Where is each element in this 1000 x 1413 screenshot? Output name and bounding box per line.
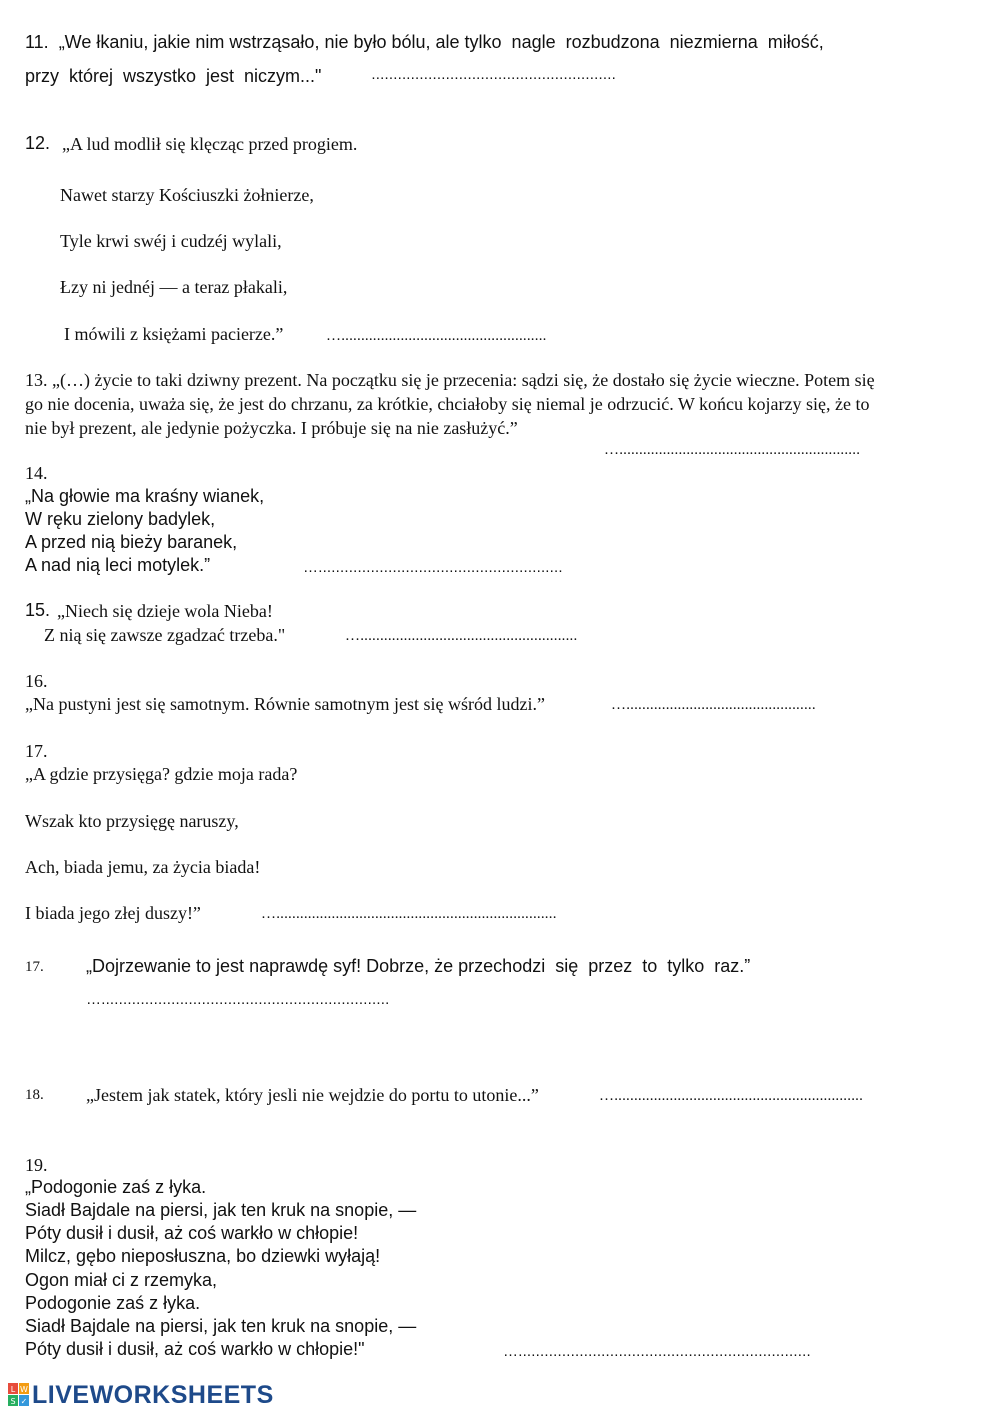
q19-line1: „Podogonie zaś z łyka. <box>25 1177 207 1197</box>
q17a-number: 17. <box>25 741 48 761</box>
q13-line3: nie był prezent, ale jedynie pożyczka. I próbuje się na nie zasłużyć.” <box>25 418 518 438</box>
q15-line1: „Niech się dzieje wola Nieba! <box>57 601 273 621</box>
svg-text:W: W <box>20 1385 28 1394</box>
q13-answer-blank[interactable]: …............................................................. <box>604 442 861 458</box>
q17a-answer-blank[interactable]: …....................................................................... <box>261 906 557 922</box>
q16-answer-blank[interactable]: …................................................ <box>611 697 816 713</box>
q19-number: 19. <box>25 1155 48 1175</box>
q19-answer-blank[interactable]: …................................................................... <box>503 1343 811 1360</box>
q11-line2: przy której wszystko jest niczym..." <box>25 66 322 86</box>
liveworksheets-logo <box>8 1382 274 1408</box>
q14-answer-blank[interactable]: …........................................................ <box>303 559 563 576</box>
q17b-answer-blank[interactable]: ….................................................................. <box>86 991 390 1008</box>
svg-text:✓: ✓ <box>20 1397 28 1406</box>
liveworksheets-blocks-icon <box>8 1383 30 1407</box>
q17a-line1: „A gdzie przysięga? gdzie moja rada? <box>25 764 298 784</box>
q11-line1: 11. „We łkaniu, jakie nim wstrząsało, nie było bólu, ale tylko nagle rozbudzona niezmierna miłość, <box>25 32 824 52</box>
q14-line4: A nad nią leci motylek.” <box>25 555 211 575</box>
q19-line5: Ogon miał ci z rzemyka, <box>25 1270 218 1290</box>
q15-line2: Z nią się zawsze zgadzać trzeba." <box>44 625 286 645</box>
svg-text:L: L <box>10 1385 16 1394</box>
q12-number: 12. <box>25 133 51 153</box>
q12-line1: „A lud modlił się klęcząc przed progiem. <box>62 134 358 154</box>
q19-line6: Podogonie zaś z łyka. <box>25 1293 201 1313</box>
q19-line4: Milcz, gębo nieposłuszna, bo dziewki wyłają! <box>25 1246 381 1266</box>
q19-line7: Siadł Bajdale na piersi, jak ten kruk na snopie, — <box>25 1316 417 1336</box>
q12-line5: I mówili z księżami pacierze.” <box>64 324 284 344</box>
q17b-number: 17. <box>25 959 44 975</box>
q13-line1: 13. „(…) życie to taki dziwny prezent. Na początku się je przecenia: sądzi się, że dostało się życie wieczne. Potem się <box>25 370 875 390</box>
q18-line1: „Jestem jak statek, który jesli nie wejdzie do portu to utonie...” <box>86 1085 539 1105</box>
q17a-line3: Ach, biada jemu, za życia biada! <box>25 857 261 877</box>
q12-line4: Łzy ni jednéj — a teraz płakali, <box>60 277 288 297</box>
q11-answer-blank[interactable]: ........................................................ <box>367 66 616 83</box>
q17a-line4: I biada jego złej duszy!” <box>25 903 201 923</box>
q13-line2: go nie docenia, uważa się, że jest do chrzanu, za krótkie, chciałoby się niemal je odrzucić. W końcu kojarzy się, że to <box>25 394 870 414</box>
q16-line1: „Na pustyni jest się samotnym. Równie samotnym jest się wśród ludzi.” <box>25 694 545 714</box>
svg-text:S: S <box>10 1397 16 1406</box>
q12-line3: Tyle krwi swéj i cudzéj wylali, <box>60 231 282 251</box>
q12-answer-blank[interactable]: ….................................................... <box>326 328 547 344</box>
q17b-line1: „Dojrzewanie to jest naprawdę syf! Dobrze, że przechodzi się przez to tylko raz.” <box>86 956 751 976</box>
q19-line3: Póty dusił i dusił, aż coś warkło w chłopie! <box>25 1223 359 1243</box>
q12-line2: Nawet starzy Kościuszki żołnierze, <box>60 185 314 205</box>
q19-line8: Póty dusił i dusił, aż coś warkło w chłopie!" <box>25 1339 365 1359</box>
q16-number: 16. <box>25 671 48 691</box>
q18-answer-blank[interactable]: …............................................................... <box>599 1088 864 1104</box>
q14-number: 14. <box>25 463 48 483</box>
q17a-line2: Wszak kto przysięgę naruszy, <box>25 811 239 831</box>
q18-number: 18. <box>25 1087 44 1103</box>
q15-number: 15. <box>25 600 51 620</box>
q14-line3: A przed nią bieży baranek, <box>25 532 238 552</box>
liveworksheets-wordmark: LIVEWORKSHEETS <box>32 1380 274 1409</box>
q14-line1: „Na głowie ma kraśny wianek, <box>25 486 265 506</box>
q19-line2: Siadł Bajdale na piersi, jak ten kruk na snopie, — <box>25 1200 417 1220</box>
q14-line2: W ręku zielony badylek, <box>25 509 216 529</box>
q15-answer-blank[interactable]: …....................................................... <box>345 628 578 644</box>
